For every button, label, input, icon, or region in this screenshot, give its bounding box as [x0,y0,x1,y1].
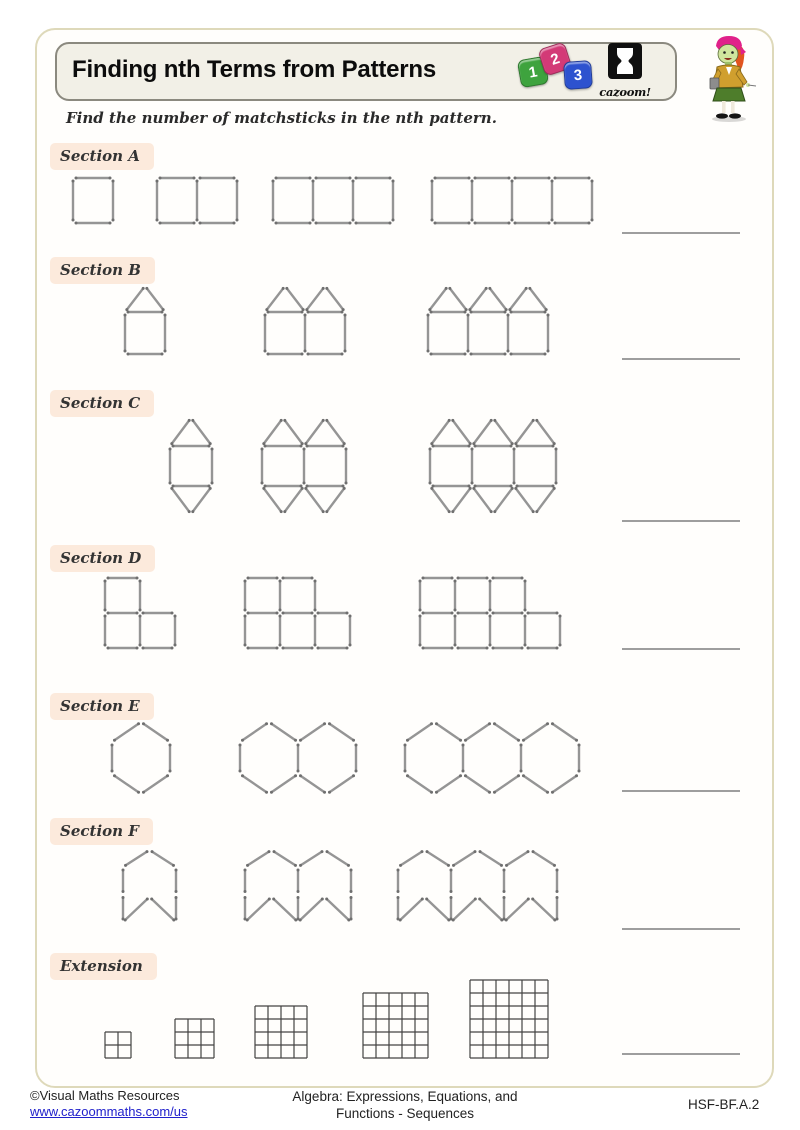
standard-code: HSF-BF.A.2 [688,1097,760,1112]
answer-line-b [622,358,740,360]
mascot-illustration [696,30,762,124]
section-label-f: Section F [50,818,153,845]
pattern-ext-1 [105,1032,131,1058]
pattern-a-2 [156,177,239,225]
pattern-d-1 [104,577,177,650]
mascot-book [710,78,719,89]
pattern-ext-2 [175,1019,214,1058]
section-label-a: Section A [50,143,154,170]
copyright-text: ©Visual Maths Resources [30,1088,180,1103]
pattern-b-3 [427,287,550,356]
worksheet-title: Finding nth Terms from Patterns [72,56,437,83]
pattern-d-3 [419,577,562,650]
badge-2: 2 [537,41,572,76]
answer-line-a [622,232,740,234]
patterns-b [0,282,770,358]
pattern-e-1 [111,722,172,794]
pattern-ext-4 [363,993,428,1058]
footer-topic [240,1088,570,1122]
instruction-text: Find the number of matchsticks in the nth pattern. [66,109,497,127]
cazoom-url-link[interactable]: www.cazoommaths.com/us [30,1104,188,1119]
badge-1: 1 [517,56,549,88]
pattern-b-2 [264,287,347,356]
section-label-ext: Extension [50,953,157,980]
pattern-c-1 [169,419,214,513]
answer-line-c [622,520,740,522]
section-label-c: Section C [50,390,154,417]
patterns-d [0,574,770,652]
topic-line-1: Algebra: Expressions, Equations, and [292,1089,518,1104]
hourglass-icon [608,43,642,79]
patterns-a [0,174,770,227]
topic-line-2: Functions - Sequences [335,1106,475,1121]
cazoom-logo-text: cazoom! [599,85,651,99]
pattern-d-2 [244,577,352,650]
section-label-b: Section B [50,257,155,284]
badge-3: 3 [563,60,593,90]
answer-line-f [622,928,740,930]
answer-line-ext [622,1053,740,1055]
cazoom-logo [594,43,656,99]
patterns-ext [0,976,770,1062]
pattern-f-2 [244,850,353,921]
pattern-a-3 [272,177,395,225]
section-label-d: Section D [50,545,155,572]
pattern-a-4 [431,177,594,225]
pattern-f-3 [397,850,559,921]
pattern-a-1 [72,177,115,225]
patterns-f [0,846,770,926]
pattern-c-3 [429,419,558,513]
section-label-e: Section E [50,693,154,720]
patterns-e [0,718,770,798]
answer-line-e [622,790,740,792]
pattern-b-1 [124,287,167,356]
pattern-ext-3 [255,1006,307,1058]
pattern-f-1 [122,850,178,921]
pattern-e-2 [239,722,358,794]
footer-attribution [30,1088,188,1120]
pattern-c-2 [261,419,348,513]
patterns-c [0,414,770,518]
pattern-e-3 [404,722,581,794]
answer-line-d [622,648,740,650]
pattern-ext-5 [470,980,548,1058]
